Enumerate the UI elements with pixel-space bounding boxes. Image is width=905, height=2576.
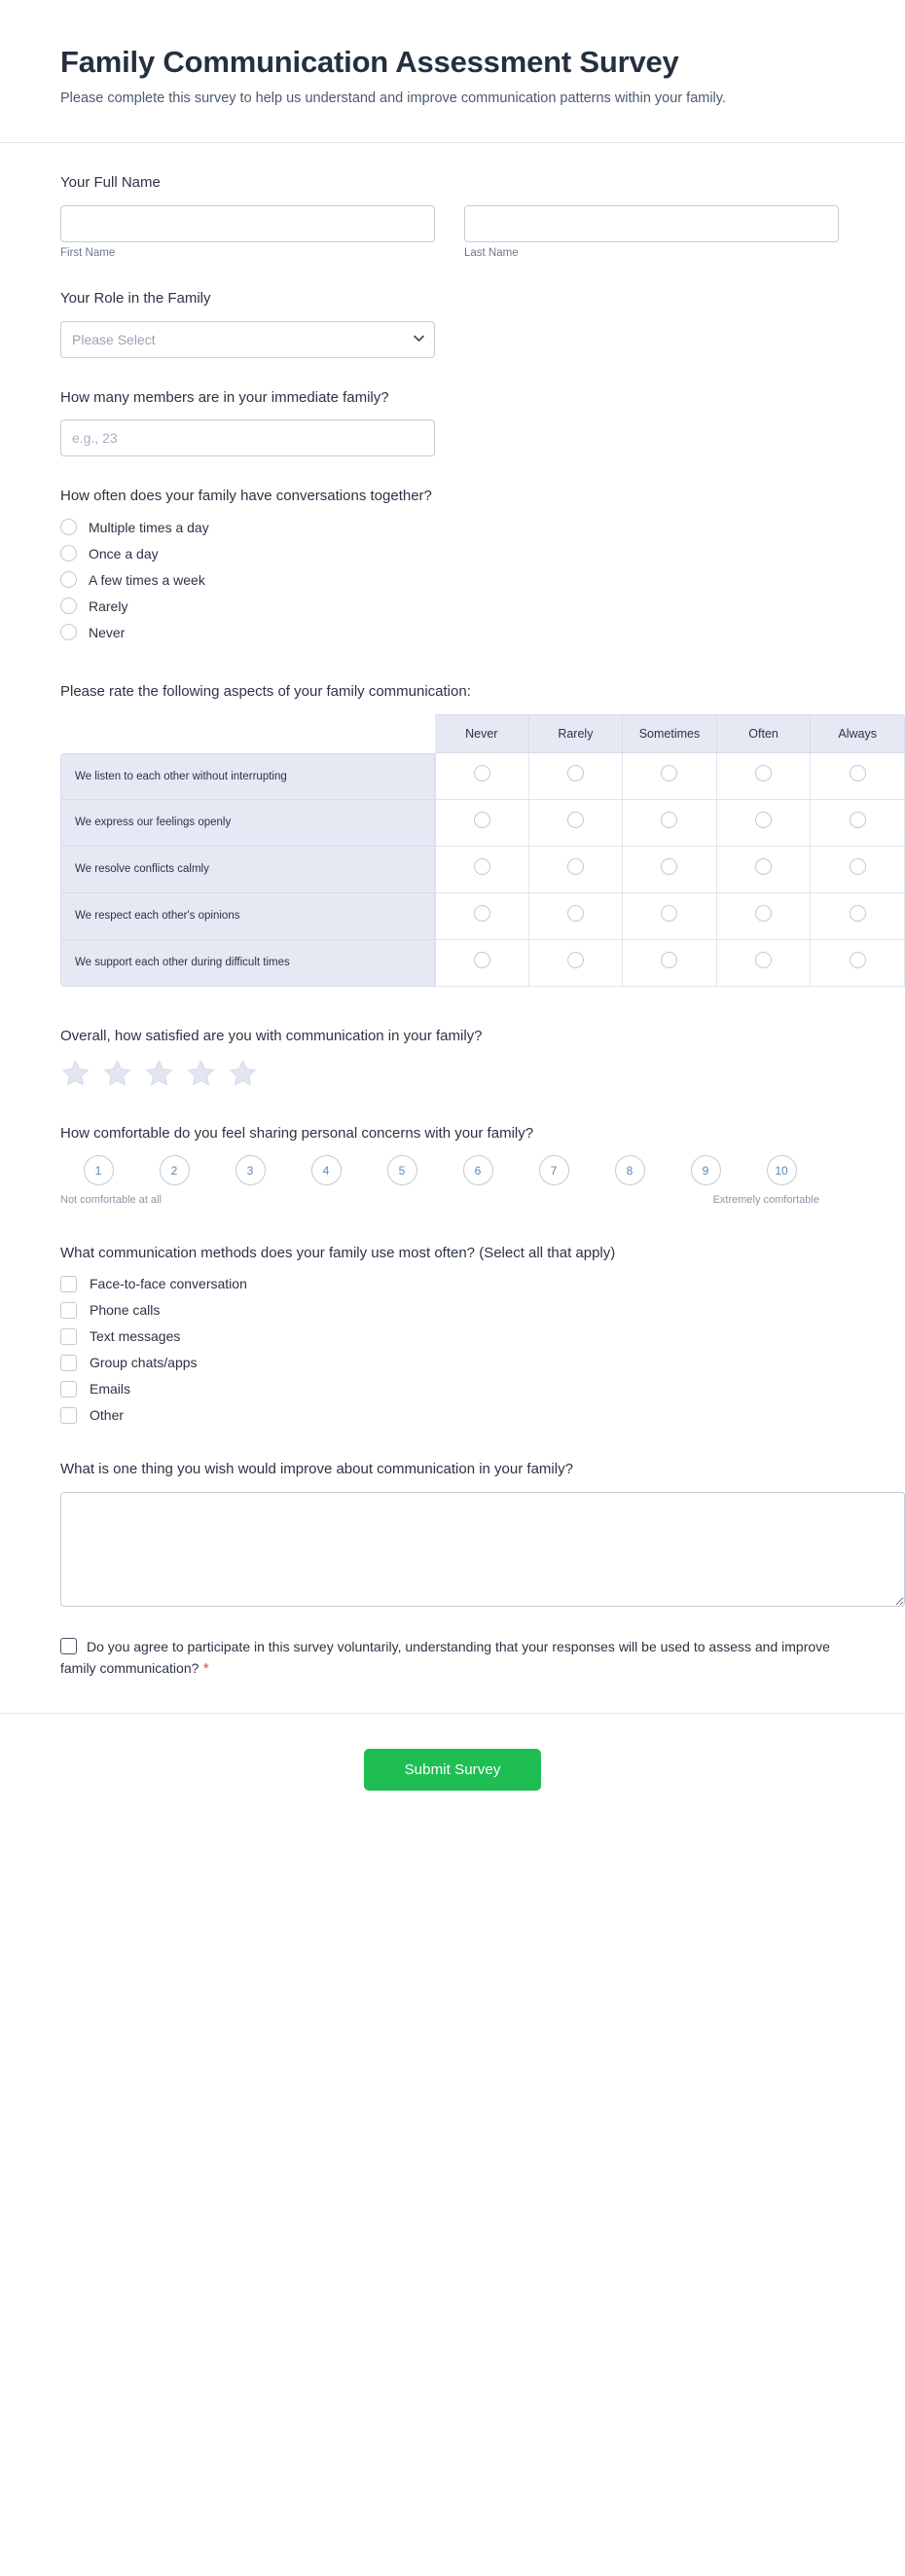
- form-header: [0, 0, 905, 143]
- checkbox-option-face-to-face-conversation[interactable]: [60, 1276, 845, 1292]
- radio-circle-icon[interactable]: [661, 765, 677, 781]
- field-communication-methods: [60, 1243, 845, 1424]
- checkbox-label: Phone calls: [90, 1302, 161, 1319]
- scale-value[interactable]: 5: [387, 1155, 417, 1185]
- form-body: [0, 143, 905, 1679]
- name-row: [60, 205, 845, 259]
- star-rating: [60, 1059, 845, 1088]
- scale-value[interactable]: 10: [767, 1155, 797, 1185]
- field-improvement: [60, 1459, 845, 1607]
- checkbox-option-text-messages[interactable]: [60, 1328, 845, 1345]
- checkbox-label: Face-to-face conversation: [90, 1276, 247, 1292]
- last-name-sublabel: Last Name: [464, 246, 519, 259]
- radio-circle-icon[interactable]: [661, 952, 677, 968]
- satisfaction-label: Overall, how satisfied are you with communication in your family?: [60, 1027, 483, 1044]
- radio-circle-icon[interactable]: [474, 812, 490, 828]
- scale-value[interactable]: 6: [463, 1155, 493, 1185]
- radio-circle-icon[interactable]: [474, 858, 490, 875]
- matrix-cell[interactable]: [811, 847, 905, 893]
- conversation-frequency-label: How often does your family have conversations together?: [60, 488, 432, 505]
- radio-circle-icon[interactable]: [850, 765, 866, 781]
- comfort-scale-label: How comfortable do you feel sharing personal concerns with your family?: [60, 1124, 534, 1142]
- radio-circle-icon[interactable]: [755, 858, 772, 875]
- matrix-cell[interactable]: [623, 753, 717, 800]
- matrix-cell[interactable]: [811, 893, 905, 940]
- matrix-cell[interactable]: [717, 800, 812, 847]
- field-comfort-scale: [60, 1123, 845, 1209]
- matrix-header-row: [60, 714, 905, 753]
- scale-captions: [60, 1193, 819, 1208]
- radio-circle-icon[interactable]: [661, 905, 677, 922]
- radio-circle-icon[interactable]: [755, 765, 772, 781]
- checkbox-label: Other: [90, 1407, 125, 1424]
- page-title: Family Communication Assessment Survey: [60, 45, 679, 79]
- role-select[interactable]: [60, 321, 435, 358]
- field-rating-matrix: [60, 681, 877, 987]
- scale-option-2[interactable]: [136, 1155, 212, 1185]
- radio-option-never[interactable]: [60, 624, 845, 640]
- matrix-col-header: Often: [717, 714, 812, 753]
- matrix-cell[interactable]: [811, 800, 905, 847]
- matrix-cell[interactable]: [623, 847, 717, 893]
- rating-matrix: [60, 714, 877, 987]
- last-name-input[interactable]: [464, 205, 839, 242]
- matrix-row-label: We express our feelings openly: [60, 800, 435, 847]
- matrix-cell[interactable]: [529, 753, 624, 800]
- matrix-cell[interactable]: [811, 753, 905, 800]
- matrix-row-label: We listen to each other without interrupting: [60, 753, 435, 800]
- checkbox-icon[interactable]: [60, 1276, 77, 1292]
- radio-circle-icon[interactable]: [60, 571, 77, 588]
- matrix-cell[interactable]: [435, 753, 529, 800]
- radio-circle-icon[interactable]: [755, 905, 772, 922]
- checkbox-icon[interactable]: [60, 1355, 77, 1371]
- radio-label: Multiple times a day: [89, 519, 209, 535]
- radio-circle-icon[interactable]: [850, 858, 866, 875]
- checkbox-icon[interactable]: [60, 1302, 77, 1319]
- member-count-input[interactable]: [60, 419, 435, 456]
- field-conversation-frequency: [60, 486, 845, 640]
- checkbox-label: Group chats/apps: [90, 1355, 198, 1371]
- radio-circle-icon[interactable]: [850, 905, 866, 922]
- field-member-count: [60, 387, 845, 457]
- comfort-scale-options: [60, 1155, 845, 1185]
- radio-circle-icon[interactable]: [567, 812, 584, 828]
- matrix-cell[interactable]: [623, 940, 717, 987]
- full-name-label: Your Full Name: [60, 174, 161, 192]
- checkbox-label: Emails: [90, 1381, 131, 1397]
- matrix-row: [60, 893, 905, 940]
- checkbox-label: Text messages: [90, 1328, 181, 1345]
- radio-circle-icon[interactable]: [60, 519, 77, 535]
- required-marker: *: [202, 1660, 209, 1678]
- radio-circle-icon[interactable]: [474, 765, 490, 781]
- star-icon[interactable]: [186, 1059, 216, 1088]
- page-subtitle: Please complete this survey to help us understand and improve communication patterns within your family.: [60, 90, 726, 106]
- scale-option-7[interactable]: [516, 1155, 592, 1185]
- scale-value[interactable]: 7: [539, 1155, 569, 1185]
- matrix-cell[interactable]: [623, 893, 717, 940]
- matrix-col-header: Rarely: [529, 714, 624, 753]
- scale-option-1[interactable]: [60, 1155, 136, 1185]
- checkbox-option-group-chats-apps[interactable]: [60, 1355, 845, 1371]
- radio-circle-icon[interactable]: [755, 812, 772, 828]
- matrix-cell[interactable]: [435, 893, 529, 940]
- matrix-row: [60, 847, 905, 893]
- radio-label: Never: [89, 624, 126, 640]
- scale-caption-right: Extremely comfortable: [712, 1194, 819, 1207]
- matrix-cell[interactable]: [435, 800, 529, 847]
- scale-option-9[interactable]: [668, 1155, 743, 1185]
- radio-circle-icon[interactable]: [661, 812, 677, 828]
- checkbox-option-phone-calls[interactable]: [60, 1302, 845, 1319]
- matrix-cell[interactable]: [435, 940, 529, 987]
- submit-survey-button[interactable]: Submit Survey: [364, 1749, 542, 1791]
- radio-label: Once a day: [89, 545, 159, 562]
- consent-text: Do you agree to participate in this survey voluntarily, understanding that your responses will be used to assess and improve family communication?: [60, 1638, 830, 1677]
- matrix-cell[interactable]: [717, 847, 812, 893]
- checkbox-icon[interactable]: [60, 1381, 77, 1397]
- first-name-input[interactable]: [60, 205, 435, 242]
- radio-option-rarely[interactable]: [60, 598, 845, 614]
- scale-option-4[interactable]: [288, 1155, 364, 1185]
- matrix-cell[interactable]: [811, 940, 905, 987]
- radio-circle-icon[interactable]: [755, 952, 772, 968]
- matrix-row-label: We resolve conflicts calmly: [60, 847, 435, 893]
- radio-label: A few times a week: [89, 571, 205, 588]
- matrix-corner-cell: [60, 714, 435, 753]
- consent-row[interactable]: [60, 1636, 839, 1680]
- radio-circle-icon[interactable]: [567, 905, 584, 922]
- matrix-cell[interactable]: [529, 940, 624, 987]
- scale-option-3[interactable]: [212, 1155, 288, 1185]
- matrix-col-header: Never: [435, 714, 529, 753]
- matrix-cell[interactable]: [717, 940, 812, 987]
- member-count-col: [60, 419, 435, 456]
- improvement-textarea[interactable]: [60, 1492, 905, 1607]
- scale-value[interactable]: 9: [691, 1155, 721, 1185]
- scale-option-8[interactable]: [592, 1155, 668, 1185]
- radio-circle-icon[interactable]: [850, 952, 866, 968]
- matrix-col-header: Always: [811, 714, 905, 753]
- role-label: Your Role in the Family: [60, 289, 211, 307]
- rating-matrix-table: [60, 714, 905, 987]
- radio-circle-icon[interactable]: [474, 952, 490, 968]
- radio-option-multiple-times-a-day[interactable]: [60, 519, 845, 535]
- radio-circle-icon[interactable]: [661, 858, 677, 875]
- radio-circle-icon[interactable]: [850, 812, 866, 828]
- radio-circle-icon[interactable]: [567, 858, 584, 875]
- matrix-cell[interactable]: [623, 800, 717, 847]
- radio-option-a-few-times-a-week[interactable]: [60, 571, 845, 588]
- first-name-sublabel: First Name: [60, 246, 116, 259]
- radio-circle-icon[interactable]: [60, 624, 77, 640]
- checkbox-icon[interactable]: [60, 1328, 77, 1345]
- radio-option-once-a-day[interactable]: [60, 545, 845, 562]
- checkbox-option-emails[interactable]: [60, 1381, 845, 1397]
- communication-methods-label: What communication methods does your family use most often? (Select all that apply): [60, 1245, 616, 1262]
- rating-matrix-label: Please rate the following aspects of your family communication:: [60, 683, 471, 701]
- matrix-row-label: We respect each other's opinions: [60, 893, 435, 940]
- scale-option-10[interactable]: [743, 1155, 819, 1185]
- consent-checkbox-icon[interactable]: [60, 1638, 77, 1654]
- field-satisfaction-rating: [60, 1026, 845, 1088]
- matrix-cell[interactable]: [529, 800, 624, 847]
- radio-circle-icon[interactable]: [60, 545, 77, 562]
- scale-value[interactable]: 3: [235, 1155, 266, 1185]
- form-footer: [0, 1713, 905, 1830]
- improvement-label: What is one thing you wish would improve about communication in your family?: [60, 1460, 573, 1477]
- star-icon[interactable]: [144, 1059, 174, 1088]
- matrix-cell[interactable]: [717, 893, 812, 940]
- matrix-cell[interactable]: [717, 753, 812, 800]
- star-icon[interactable]: [228, 1059, 258, 1088]
- star-icon[interactable]: [60, 1059, 90, 1088]
- communication-methods-options: [60, 1276, 845, 1424]
- matrix-row: [60, 800, 905, 847]
- role-select-value[interactable]: Please Select: [60, 321, 435, 358]
- radio-circle-icon[interactable]: [474, 905, 490, 922]
- first-name-col: [60, 205, 435, 259]
- checkbox-icon[interactable]: [60, 1407, 77, 1424]
- radio-label: Rarely: [89, 598, 128, 614]
- member-count-label: How many members are in your immediate family?: [60, 388, 389, 406]
- scale-value[interactable]: 8: [615, 1155, 645, 1185]
- field-full-name: [60, 172, 845, 259]
- scale-option-6[interactable]: [440, 1155, 516, 1185]
- scale-value[interactable]: 2: [160, 1155, 190, 1185]
- star-icon[interactable]: [102, 1059, 132, 1088]
- conversation-frequency-options: [60, 519, 845, 640]
- matrix-cell[interactable]: [529, 893, 624, 940]
- scale-value[interactable]: 1: [84, 1155, 114, 1185]
- matrix-col-header: Sometimes: [623, 714, 717, 753]
- checkbox-option-other[interactable]: [60, 1407, 845, 1424]
- scale-value[interactable]: 4: [311, 1155, 342, 1185]
- matrix-row-label: We support each other during difficult times: [60, 940, 435, 987]
- scale-caption-left: Not comfortable at all: [60, 1194, 162, 1207]
- radio-circle-icon[interactable]: [567, 765, 584, 781]
- matrix-row: [60, 753, 905, 800]
- radio-circle-icon[interactable]: [567, 952, 584, 968]
- scale-option-5[interactable]: [364, 1155, 440, 1185]
- field-role: [60, 288, 845, 358]
- last-name-col: [464, 205, 839, 259]
- matrix-cell[interactable]: [435, 847, 529, 893]
- matrix-cell[interactable]: [529, 847, 624, 893]
- matrix-row: [60, 940, 905, 987]
- radio-circle-icon[interactable]: [60, 598, 77, 614]
